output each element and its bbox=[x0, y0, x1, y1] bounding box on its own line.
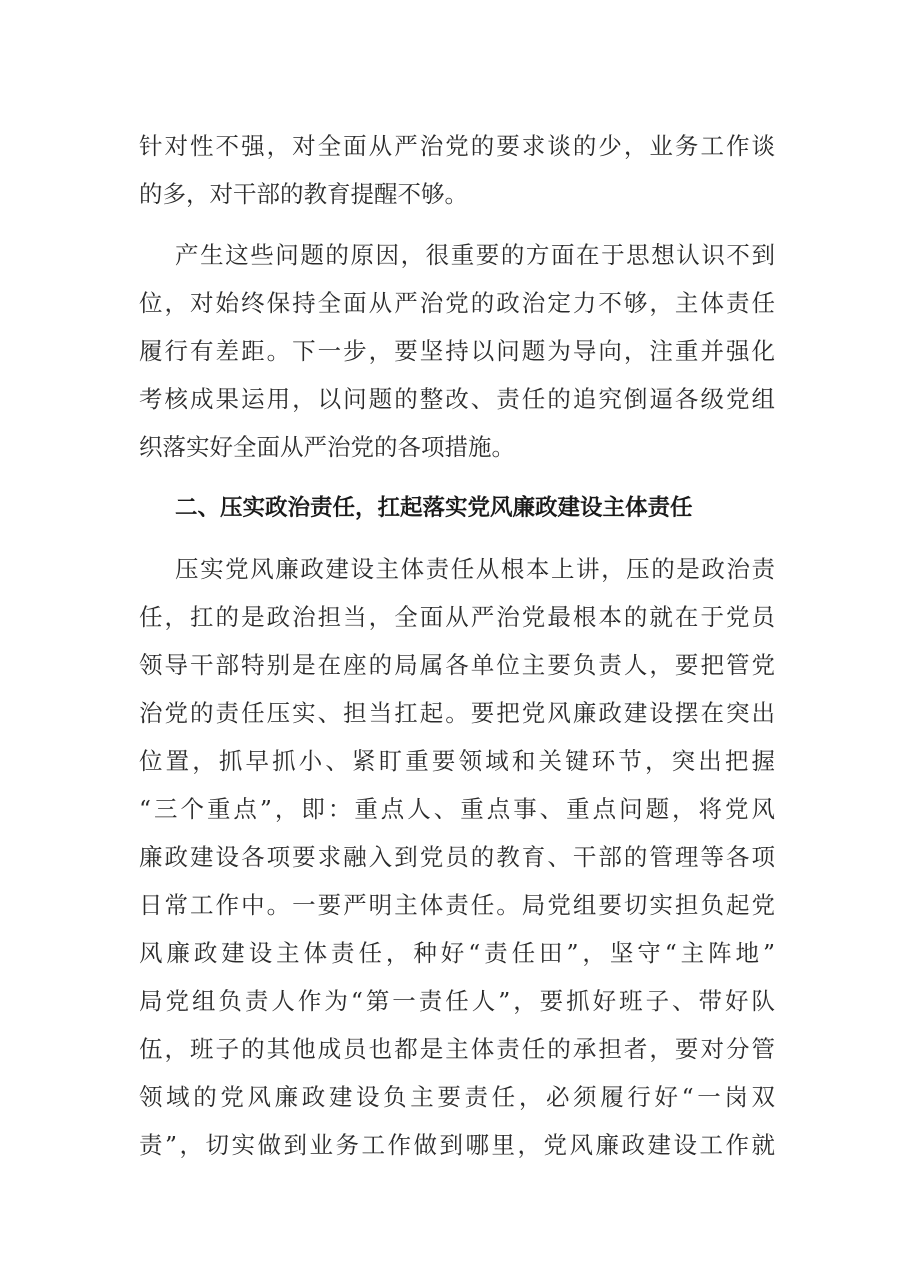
text-line: 伍，班子的其他成员也都是主体责任的承担者，要对分管 bbox=[139, 1035, 775, 1063]
paragraph-gap bbox=[139, 218, 775, 231]
section-heading: 二、压实政治责任，扛起落实党风廉政建设主体责任 bbox=[175, 495, 693, 521]
document-body bbox=[139, 122, 775, 1169]
text-line: 治党的责任压实、担当扛起。要把党风廉政建设摆在突出 bbox=[139, 699, 775, 727]
text-line: 日常工作中。一要严明主体责任。局党组要切实担负起党 bbox=[139, 891, 775, 919]
text-line: 责”，切实做到业务工作做到哪里，党风廉政建设工作就 bbox=[139, 1131, 775, 1159]
text-line: 考核成果运用，以问题的整改、责任的追究倒逼各级党组 bbox=[139, 385, 775, 413]
text-line: 廉政建设各项要求融入到党员的教育、干部的管理等各项 bbox=[139, 843, 775, 871]
text-line: 领导干部特别是在座的局属各单位主要负责人，要把管党 bbox=[139, 651, 775, 679]
text-line: 领域的党风廉政建设负主要责任，必须履行好“一岗双 bbox=[139, 1083, 775, 1111]
text-line: 织落实好全面从严治党的各项措施。 bbox=[139, 433, 515, 461]
text-line: 的多，对干部的教育提醒不够。 bbox=[139, 180, 468, 208]
paragraph-gap bbox=[139, 471, 775, 484]
paragraph-3 bbox=[139, 545, 775, 1169]
text-line: 位置，抓早抓小、紧盯重要领域和关键环节，突出把握 bbox=[139, 747, 775, 775]
text-line: 位，对始终保持全面从严治党的政治定力不够，主体责任 bbox=[139, 289, 775, 317]
paragraph-gap bbox=[139, 532, 775, 545]
paragraph-1 bbox=[139, 122, 775, 218]
text-line: 任，扛的是政治担当，全面从严治党最根本的就在于党员 bbox=[139, 603, 775, 631]
text-line: 产生这些问题的原因，很重要的方面在于思想认识不到 bbox=[175, 241, 775, 269]
text-line: 履行有差距。下一步，要坚持以问题为导向，注重并强化 bbox=[139, 337, 775, 365]
text-line: “三个重点”，即：重点人、重点事、重点问题，将党风 bbox=[139, 795, 775, 823]
text-line: 压实党风廉政建设主体责任从根本上讲，压的是政治责 bbox=[175, 555, 775, 583]
text-line: 局党组负责人作为“第一责任人”，要抓好班子、带好队 bbox=[139, 987, 775, 1015]
paragraph-2 bbox=[139, 231, 775, 471]
text-line: 针对性不强，对全面从严治党的要求谈的少，业务工作谈 bbox=[139, 132, 775, 160]
text-line: 风廉政建设主体责任，种好“责任田”，坚守“主阵地” bbox=[139, 939, 775, 967]
